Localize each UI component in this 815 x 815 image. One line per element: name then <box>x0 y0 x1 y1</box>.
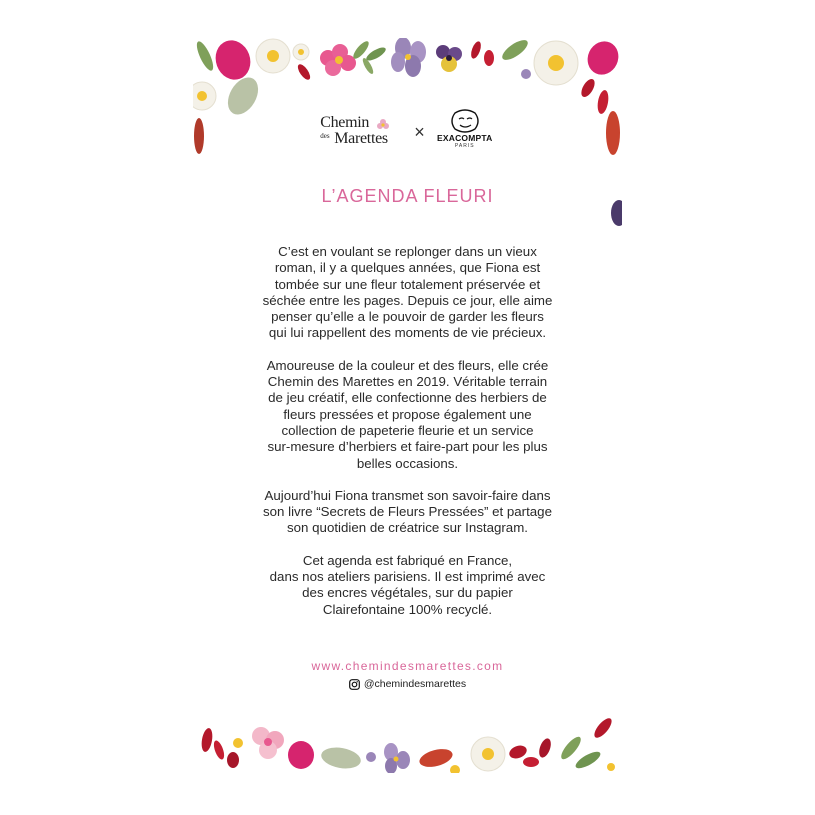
lavender-flower-bottom-1 <box>384 743 410 773</box>
instagram-handle[interactable] <box>193 678 622 690</box>
sage-leaf-bottom-1 <box>320 745 363 772</box>
website-link[interactable]: www.chemindesmarettes.com <box>311 659 504 673</box>
daisy-bottom-1 <box>233 738 243 748</box>
lavender-bud-bottom-1 <box>366 752 376 762</box>
paragraph-brand: Amoureuse de la couleur et des fleurs, elle crée Chemin des Marettes en 2019. Véritable terrain de jeu créatif, elle confectionne des herbiers de fleurs pressées et propose également une collection de papeterie fleurie et un service sur-mesure d’herbiers et faire-part pour les plus belles occasions. <box>266 357 549 471</box>
red-petals-bottom-1 <box>200 727 239 768</box>
pansy-1 <box>436 45 462 72</box>
chemin-des-marettes-logo <box>320 112 404 152</box>
exacompta-logo <box>435 109 495 155</box>
daisy-2 <box>534 41 578 85</box>
paragraph-book: Aujourd’hui Fiona transmet son savoir-faire dans son livre “Secrets de Fleurs Pressées” et partage son quotidien de créatrice sur Instagram. <box>263 487 552 536</box>
paragraph-story: C’est en voulant se replonger dans un vieux roman, il y a quelques années, que Fiona est tombée sur une fleur totalement préservée et séchée entre les pages. Depuis ce jour, elle aime penser qu’elle a le pouvoir de garder les fleurs qui lui rappellent des moments de vie précieux. <box>262 244 553 341</box>
lavender-bud-1 <box>521 69 531 79</box>
logo-flower-icon <box>376 118 390 132</box>
logo-marettes-text: Marettes <box>334 130 388 147</box>
instagram-handle-text: @chemindesmarettes <box>363 678 467 690</box>
exacompta-city: PARIS <box>454 143 475 149</box>
red-petal-bottom-3 <box>591 716 614 741</box>
magenta-petal-2 <box>582 38 622 80</box>
brand-logos <box>193 106 622 158</box>
red-leaf-bottom-1 <box>418 746 455 770</box>
paragraph-production: Cet agenda est fabriqué en France, dans nos ateliers parisiens. Il est imprimé avec des encres végétales, sur du papier Clairefontaine 100% recyclé. <box>269 552 546 617</box>
red-petals-bottom-2 <box>507 737 553 767</box>
bottom-floral-border <box>193 710 622 773</box>
magenta-petal-bottom-1 <box>288 741 314 769</box>
daisy-1 <box>256 39 290 73</box>
green-leaf-1 <box>194 39 217 72</box>
pink-flower-1 <box>320 44 356 76</box>
logo-des-text: des <box>320 132 330 140</box>
daisy-bottom-2 <box>471 737 505 771</box>
body-text <box>248 244 567 634</box>
red-petal-1 <box>296 62 313 81</box>
lavender-flower-1 <box>391 38 426 77</box>
small-daisy-1 <box>293 44 309 60</box>
green-leaves-1 <box>351 39 388 75</box>
pink-flower-bottom-1 <box>252 727 284 759</box>
agenda-card <box>193 38 622 773</box>
yellow-bud-bottom-1 <box>450 765 460 773</box>
logo-chemin-text: Chemin <box>320 114 370 131</box>
purple-petal-side <box>607 198 622 228</box>
collaboration-separator: × <box>414 121 425 142</box>
exacompta-name: EXACOMPTA <box>437 133 493 143</box>
green-leaves-bottom-1 <box>558 734 602 771</box>
yellow-bud-bottom-2 <box>607 763 615 771</box>
exacompta-face-icon <box>447 109 483 135</box>
instagram-icon <box>349 679 360 690</box>
page-title: L’AGENDA FLEURI <box>321 186 494 206</box>
red-petals-1 <box>469 40 494 66</box>
green-leaf-2 <box>499 38 530 64</box>
